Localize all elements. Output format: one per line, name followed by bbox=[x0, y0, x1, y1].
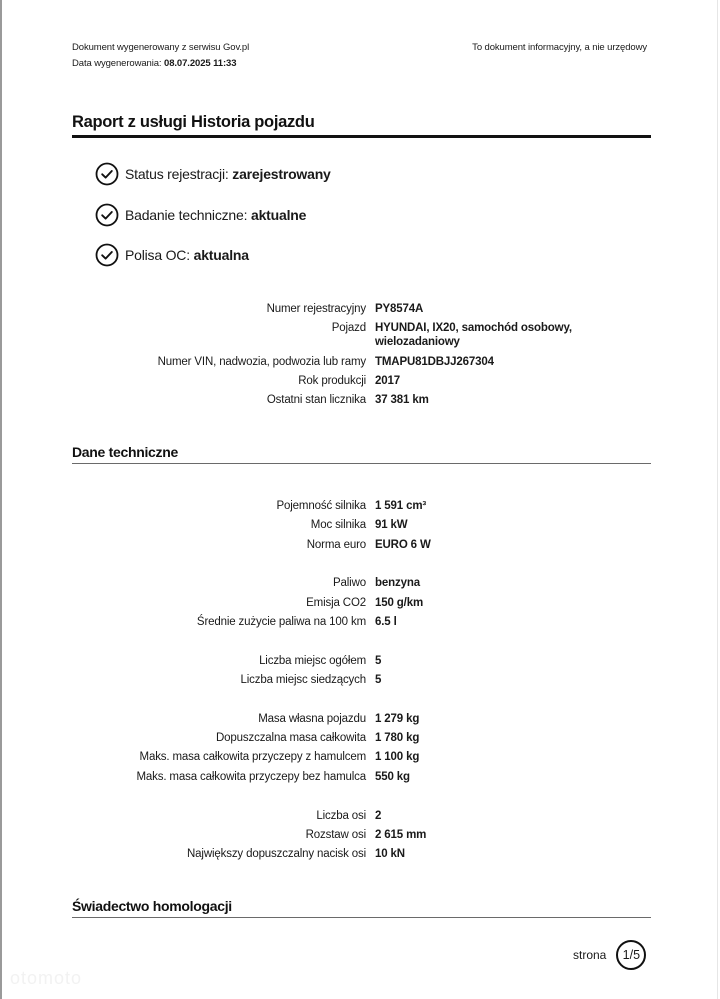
field-label: Emisja CO2 bbox=[306, 596, 366, 609]
field-label: Maks. masa całkowita przyczepy z hamulcem bbox=[139, 751, 366, 764]
section-title-homologation: Świadectwo homologacji bbox=[72, 898, 651, 918]
technical-data-table bbox=[72, 499, 651, 866]
field-value: 6.5 l bbox=[375, 615, 397, 628]
generation-date bbox=[72, 56, 249, 72]
tech-row bbox=[72, 712, 651, 726]
status-label: Status rejestracji: bbox=[125, 166, 229, 182]
field-label: Pojemność silnika bbox=[276, 500, 366, 512]
vehicle-row-registration bbox=[72, 302, 651, 316]
field-label: Moc silnika bbox=[310, 519, 366, 532]
status-value: aktualne bbox=[251, 206, 307, 223]
group-spacer bbox=[72, 557, 651, 577]
field-value: 1 591 cm³ bbox=[375, 500, 427, 512]
field-value: 2017 bbox=[375, 374, 400, 387]
check-circle-icon bbox=[95, 243, 119, 267]
status-value: zarejestrowany bbox=[232, 166, 331, 182]
field-label: Rok produkcji bbox=[298, 374, 366, 387]
vehicle-row-model bbox=[72, 321, 651, 349]
field-value: 550 kg bbox=[375, 770, 410, 783]
tech-row bbox=[72, 499, 651, 513]
field-label: Liczba osi bbox=[316, 809, 366, 822]
field-value: HYUNDAI, IX20, samochód osobowy, wielozadaniowy bbox=[375, 322, 572, 349]
report-title: Raport z usługi Historia pojazdu bbox=[72, 113, 651, 138]
tech-row bbox=[72, 576, 651, 590]
status-value: aktualna bbox=[193, 247, 249, 263]
field-value: PY8574A bbox=[375, 303, 424, 315]
field-value: 91 kW bbox=[375, 519, 408, 532]
field-label: Rozstaw osi bbox=[305, 828, 366, 841]
watermark: otomoto bbox=[10, 968, 83, 988]
tech-row bbox=[72, 770, 651, 784]
status-list bbox=[95, 162, 331, 284]
status-registration bbox=[95, 162, 331, 186]
field-value: 5 bbox=[375, 674, 382, 687]
section-title-technical: Dane techniczne bbox=[72, 444, 651, 464]
field-value: 37 381 km bbox=[375, 394, 429, 407]
generation-date-value: 08.07.2025 11:33 bbox=[164, 58, 237, 69]
field-value: TMAPU81DBJJ267304 bbox=[375, 355, 494, 368]
group-spacer bbox=[72, 692, 651, 712]
disclaimer-text: To dokument informacyjny, a nie urzędowy bbox=[472, 42, 647, 53]
check-circle-icon bbox=[95, 162, 119, 186]
field-value: 1 780 kg bbox=[375, 732, 420, 745]
field-label: Dopuszczalna masa całkowita bbox=[216, 732, 366, 745]
group-spacer bbox=[72, 634, 651, 654]
field-value: 1 100 kg bbox=[375, 751, 420, 764]
field-label: Masa własna pojazdu bbox=[258, 712, 366, 725]
tech-row bbox=[72, 809, 651, 823]
field-value: 2 bbox=[375, 809, 382, 822]
tech-row bbox=[72, 518, 651, 532]
page-number-badge: 1/5 bbox=[616, 940, 646, 970]
group-spacer bbox=[72, 789, 651, 809]
field-value: 150 g/km bbox=[375, 596, 424, 609]
generated-from-text: Dokument wygenerowany z serwisu Gov.pl bbox=[72, 42, 250, 53]
status-inspection bbox=[95, 203, 331, 227]
field-label: Liczba miejsc siedzących bbox=[240, 674, 366, 687]
field-value: 5 bbox=[375, 654, 382, 667]
field-label: Paliwo bbox=[333, 577, 366, 590]
check-circle-icon bbox=[95, 203, 119, 227]
tech-row bbox=[72, 847, 651, 861]
field-value: 10 kN bbox=[375, 848, 405, 861]
tech-row bbox=[72, 828, 651, 842]
field-value: EURO 6 W bbox=[375, 538, 431, 551]
header-left bbox=[72, 40, 249, 72]
tech-row bbox=[72, 654, 651, 668]
tech-row bbox=[72, 673, 651, 687]
tech-row bbox=[72, 596, 651, 610]
field-label: Norma euro bbox=[306, 538, 366, 551]
vehicle-row-mileage bbox=[72, 393, 651, 407]
status-insurance bbox=[95, 243, 331, 267]
field-label: Maks. masa całkowita przyczepy bez hamulca bbox=[136, 770, 366, 783]
page-indicator bbox=[573, 940, 646, 970]
field-value: benzyna bbox=[375, 577, 420, 590]
vehicle-info-table bbox=[72, 302, 651, 412]
status-label: Badanie techniczne: bbox=[125, 206, 248, 223]
field-label: Numer rejestracyjny bbox=[266, 303, 366, 315]
page-label: strona bbox=[573, 948, 607, 962]
field-label: Liczba miejsc ogółem bbox=[259, 654, 366, 667]
tech-row bbox=[72, 538, 651, 552]
tech-row bbox=[72, 750, 651, 764]
field-label: Numer VIN, nadwozia, podwozia lub ramy bbox=[157, 355, 366, 368]
field-label: Średnie zużycie paliwa na 100 km bbox=[196, 615, 366, 628]
field-label: Największy dopuszczalny nacisk osi bbox=[187, 848, 366, 861]
field-value: 2 615 mm bbox=[375, 828, 427, 841]
field-label: Pojazd bbox=[331, 322, 366, 335]
tech-row bbox=[72, 731, 651, 745]
tech-row bbox=[72, 615, 651, 629]
field-label: Ostatni stan licznika bbox=[266, 394, 366, 407]
status-label: Polisa OC: bbox=[125, 247, 190, 263]
vehicle-row-year bbox=[72, 374, 651, 388]
field-value: 1 279 kg bbox=[375, 712, 420, 725]
vehicle-row-vin bbox=[72, 355, 651, 369]
generation-date-label: Data wygenerowania: bbox=[72, 58, 162, 69]
